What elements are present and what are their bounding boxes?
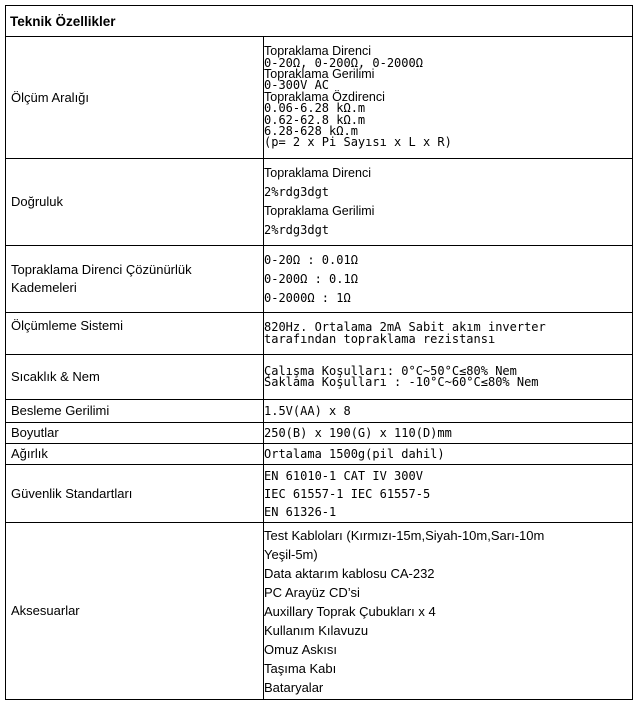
value-line: 6.28-628 kΩ.m [264,124,358,139]
value-line: 0-200Ω : 0.1Ω [264,271,358,286]
value-cell [264,465,633,523]
value-line: Bataryalar [264,679,324,695]
value-line: 2%rdg3dgt [264,223,330,237]
value-line: Taşıma Kabı [264,660,337,676]
table-row [6,246,633,313]
value-line: Omuz Askısı [264,641,337,657]
value-line: 1.5V(AA) x 8 [264,404,351,418]
table-row [6,37,633,159]
table-row [6,444,633,465]
row-label-line: Kademeleri [11,280,77,295]
value-line: Topraklama Direnci [264,44,371,59]
row-label-line: Topraklama Direnci Çözünürlük [11,262,192,277]
label-cell [6,246,264,313]
row-label: Sıcaklık & Nem [11,369,100,384]
table-row [6,313,633,355]
value-line: Çalışma Koşulları: 0°C~50°C≤80% Nem [264,363,517,378]
table-row [6,355,633,400]
value-line: Yeşil-5m) [264,546,318,562]
value-line: IEC 61557-1 IEC 61557-5 [264,486,431,501]
value-line: PC Arayüz CD’si [264,584,360,600]
value-line: 250(B) x 190(G) x 110(D)mm [264,426,452,440]
table-title-row [6,6,633,37]
value-line: 0-20Ω : 0.01Ω [264,252,358,267]
value-cell [264,444,633,465]
row-label: Doğruluk [11,194,64,209]
table-title: Teknik Özellikler [10,13,116,29]
row-label: Ölçüm Aralığı [11,89,90,105]
value-line: 0-300V AC [264,78,330,93]
value-line: 2%rdg3dgt [264,185,330,199]
label-cell [6,159,264,246]
value-line: Topraklama Gerilimi [264,66,375,81]
table-row [6,523,633,700]
value-line: Topraklama Direnci [264,166,371,180]
value-line: 820Hz. Ortalama 2mA Sabit akım inverter [264,320,546,335]
value-cell [264,400,633,423]
label-cell [6,423,264,444]
value-line: 0.06-6.28 kΩ.m [264,101,366,116]
label-cell [6,400,264,423]
row-label: Aksesuarlar [11,603,80,618]
value-cell [264,523,633,700]
label-cell [6,313,264,355]
row-label: Güvenlik Standartları [11,485,133,501]
value-line: Topraklama Özdirenci [264,89,385,104]
row-label: Ağırlık [11,446,48,461]
value-line: EN 61010-1 CAT IV 300V [264,468,423,483]
value-line: 0.62-62.8 kΩ.m [264,112,366,127]
value-line: 0-20Ω, 0-200Ω, 0-2000Ω [264,55,423,70]
spec-table [5,5,633,700]
value-line: Data aktarım kablosu CA-232 [264,565,435,581]
table-row [6,423,633,444]
title-cell [6,6,633,37]
value-line: Topraklama Gerilimi [264,204,375,218]
label-cell [6,523,264,700]
label-cell [6,444,264,465]
value-line: (p= 2 x Pi Sayısı x L x R) [264,135,452,150]
value-line: EN 61326-1 [264,504,337,519]
table-row [6,400,633,423]
value-cell [264,355,633,400]
value-line: tarafından topraklama rezistansı [264,331,496,346]
value-line: Test Kabloları (Kırmızı-15m,Siyah-10m,Sarı-10m [264,527,545,543]
row-label: Besleme Gerilimi [11,403,110,418]
value-cell [264,246,633,313]
table-row [6,465,633,523]
value-cell [264,37,633,159]
table-row [6,159,633,246]
label-cell [6,37,264,159]
row-label: Ölçümleme Sistemi [11,318,123,333]
value-line: Auxillary Toprak Çubukları x 4 [264,603,436,619]
value-line: 0-2000Ω : 1Ω [264,290,351,305]
value-cell [264,313,633,355]
label-cell [6,465,264,523]
value-cell [264,159,633,246]
value-line: Saklama Koşulları : -10°C~60°C≤80% Nem [264,375,539,389]
value-line: Ortalama 1500g(pil dahil) [264,447,445,461]
label-cell [6,355,264,400]
value-line: Kullanım Kılavuzu [264,622,369,638]
value-cell [264,423,633,444]
row-label: Boyutlar [11,425,59,440]
